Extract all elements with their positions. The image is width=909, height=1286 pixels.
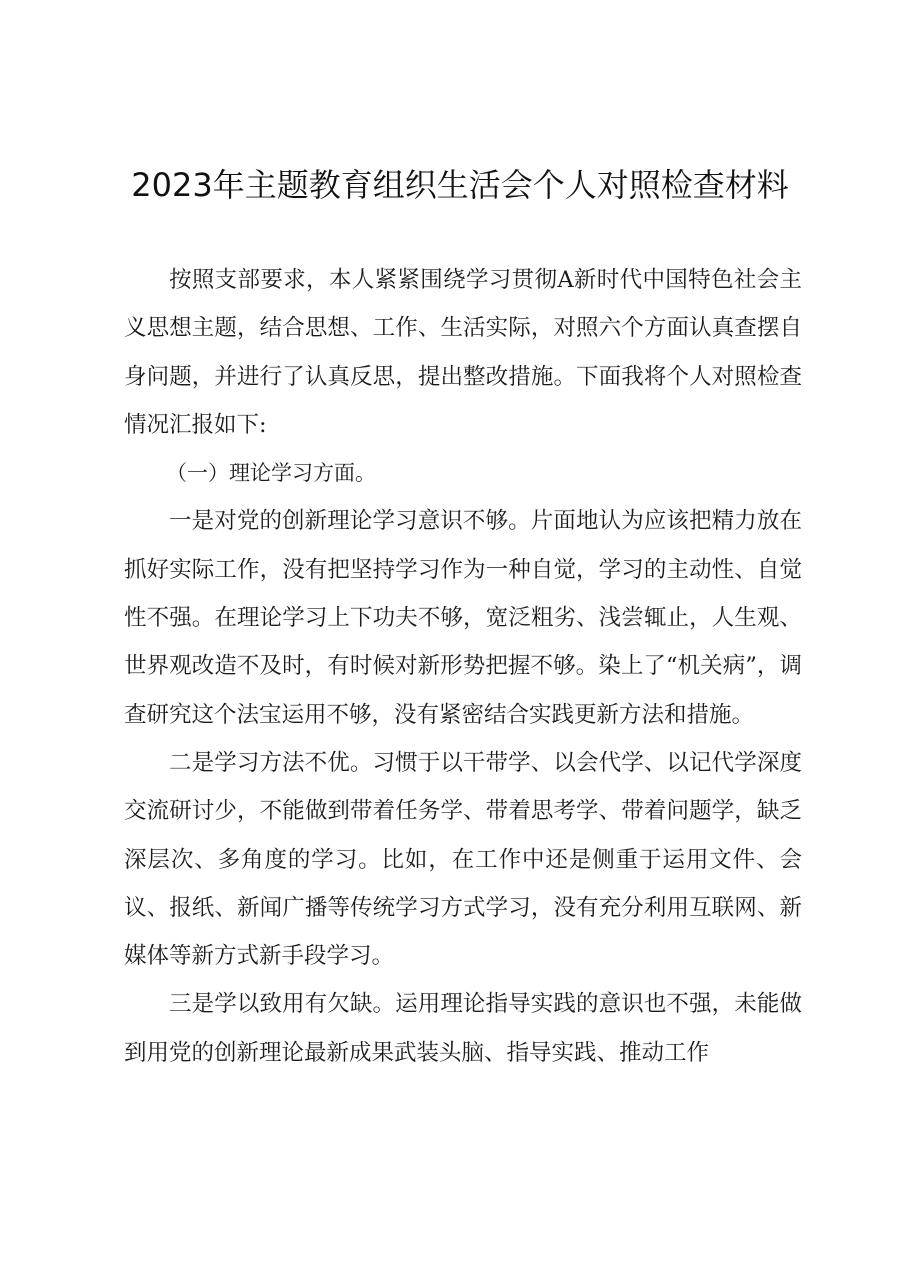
document-body: [124, 256, 802, 1077]
paragraph-point-two: 二是学习方法不优。习惯于以干带学、以会代学、以记代学深度交流研讨少，不能做到带着任务学、带着思考学、带着问题学，缺乏深层次、多角度的学习。比如，在工作中还是侧重于运用文件、会议、报纸、新闻广播等传统学习方式学习，没有充分利用互联网、新媒体等新方式新手段学习。: [124, 749, 802, 970]
section-heading-theory-study: （一）理论学习方面。: [166, 461, 376, 486]
document-title: 2023年主题教育组织生活会个人对照检查材料: [131, 166, 789, 204]
paragraph-point-three: 三是学以致用有欠缺。运用理论指导实践的意识也不强，未能做到用党的创新理论最新成果武装头脑、指导实践、推动工作: [124, 991, 802, 1066]
paragraph-point-one: 一是对党的创新理论学习意识不够。片面地认为应该把精力放在抓好实际工作，没有把坚持学习作为一种自觉，学习的主动性、自觉性不强。在理论学习上下功夫不够，宽泛粗劣、浅尝辄止，人生观、世界观改造不及时，有时候对新形势把握不够。染上了“机关病”，调查研究这个法宝运用不够，没有紧密结合实践更新方法和措施。: [124, 508, 802, 728]
intro-paragraph: 按照支部要求，本人紧紧围绕学习贯彻A新时代中国特色社会主义思想主题，结合思想、工作、生活实际，对照六个方面认真查摆自身问题，并进行了认真反思，提出整改措施。下面我将个人对照检查情况汇报如下:: [124, 267, 802, 438]
